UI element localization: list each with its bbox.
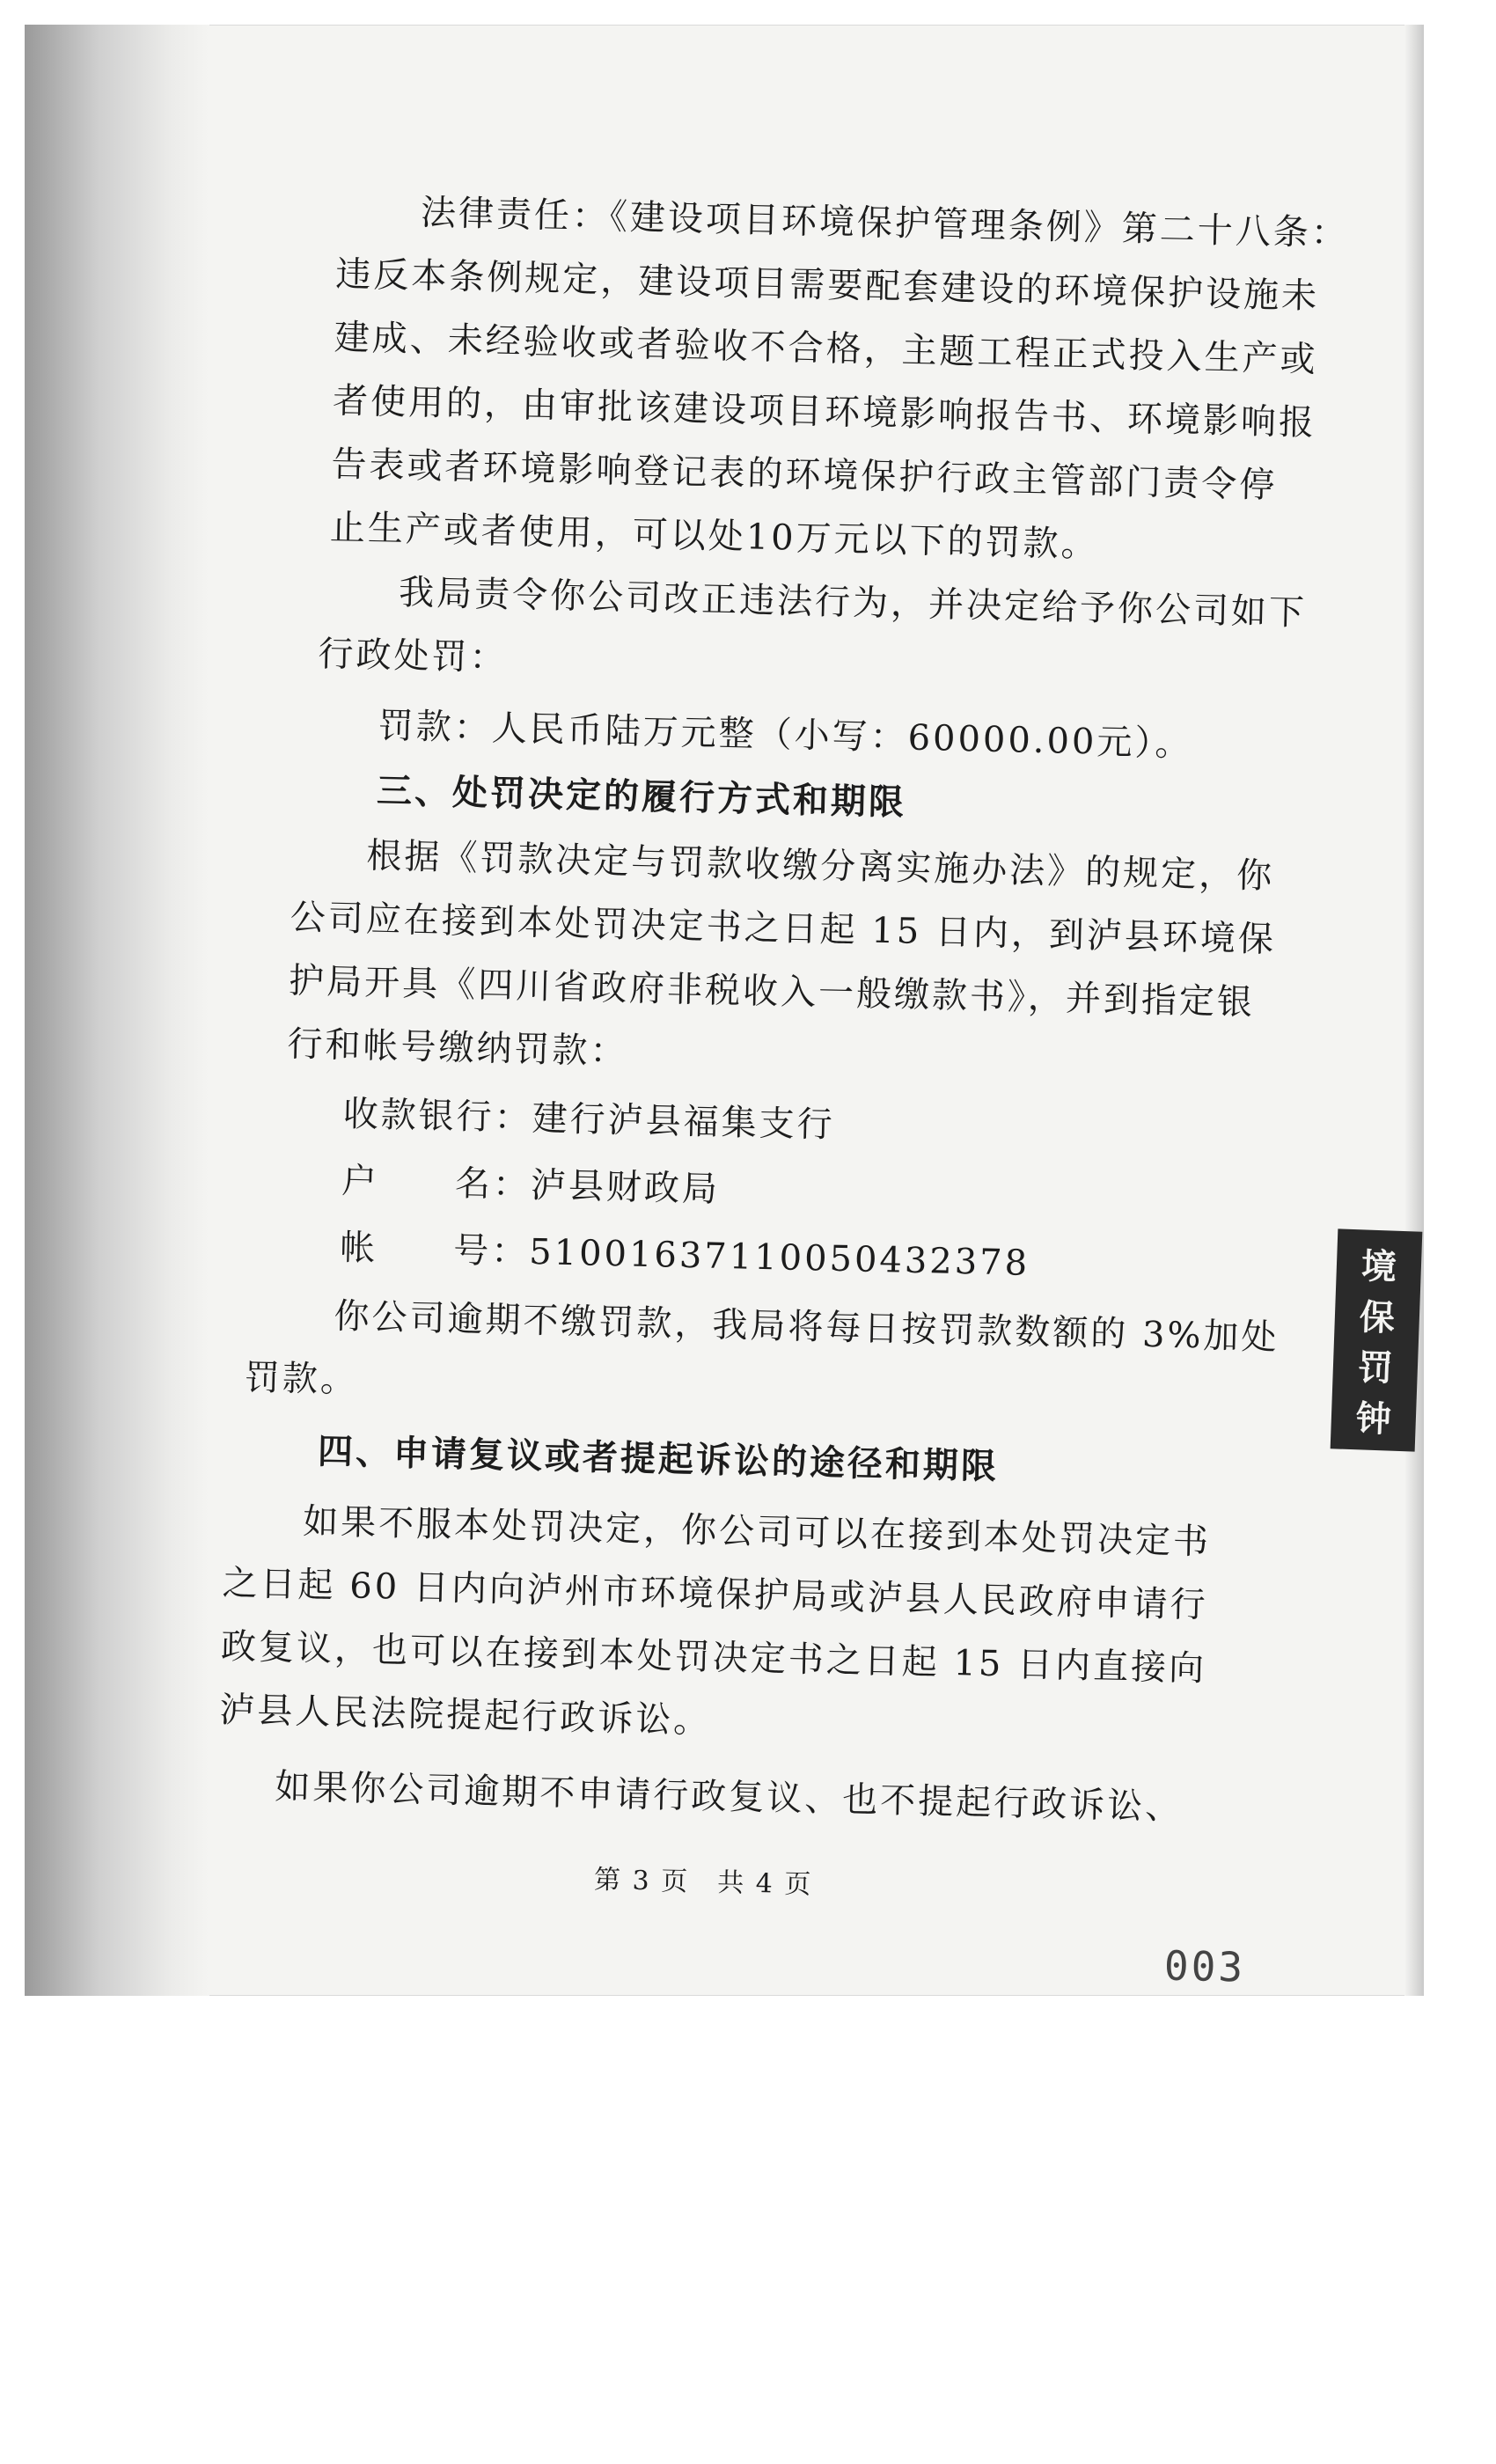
- seal-stamp: [1331, 1228, 1423, 1451]
- account-number: 帐 号：51001637110050432378: [339, 1228, 1030, 1284]
- document-body: [25, 25, 1424, 1996]
- seal-char: 境: [1360, 1246, 1397, 1288]
- text-line: 泸县人民法院提起行政诉讼。: [218, 1690, 712, 1742]
- text-line: 罚款。: [244, 1357, 359, 1401]
- page-stamp-number: 003: [1163, 1941, 1246, 1991]
- text-line: 根据《罚款决定与罚款收缴分离实施办法》的规定，你: [365, 835, 1275, 898]
- bank-name: 收款银行：建行泸县福集支行: [342, 1094, 836, 1146]
- text-line: 之日起 60 日内向泸州市环境保护局或泸县人民政府申请行: [222, 1563, 1209, 1626]
- account-holder: 户 名：泸县财政局: [341, 1161, 721, 1210]
- text-line: 告表或者环境影响登记表的环境保护行政主管部门责令停: [330, 444, 1278, 506]
- text-line: 你公司逾期不缴罚款，我局将每日按罚款数额的 3%加处: [334, 1295, 1280, 1359]
- seal-char: 罚: [1357, 1347, 1394, 1390]
- text-line: 法律责任：《建设项目环境保护管理条例》第二十八条：: [420, 192, 1350, 254]
- text-line: 公司应在接到本处罚决定书之日起 15 日内，到泸县环境保: [290, 897, 1277, 961]
- text-line: 政复议，也可以在接到本处罚决定书之日起 15 日内直接向: [220, 1626, 1207, 1690]
- text-line: 行政处罚：: [318, 634, 509, 679]
- text-line: 护局开具《四川省政府非税收入一般缴款书》，并到指定银: [288, 960, 1256, 1023]
- seal-char: 钟: [1355, 1398, 1392, 1441]
- section-heading-4: 四、申请复议或者提起诉讼的途径和期限: [317, 1430, 1000, 1488]
- text-line: 建成、未经验收或者验收不合格，主题工程正式投入生产或: [334, 317, 1319, 380]
- text-line: 违反本条例规定，建设项目需要配套建设的环境保护设施未: [334, 253, 1320, 318]
- page-number: 第 3 页 共 4 页: [593, 1864, 813, 1901]
- text-line: 如果不服本处罚决定，你公司可以在接到本处罚决定书: [302, 1501, 1212, 1563]
- scanned-page: [25, 25, 1424, 1996]
- text-line: 止生产或者使用，可以处10万元以下的罚款。: [329, 507, 1100, 566]
- text-line: 行和帐号缴纳罚款：: [287, 1023, 628, 1073]
- fine-amount: 罚款：人民币陆万元整（小写：60000.00元）。: [378, 705, 1193, 765]
- section-heading-3: 三、处罚决定的履行方式和期限: [376, 769, 907, 824]
- text-line: 我局责令你公司改正违法行为，并决定给予你公司如下: [398, 572, 1308, 634]
- text-line: 者使用的，由审批该建设项目环境影响报告书、环境影响报: [332, 380, 1317, 444]
- seal-char: 保: [1359, 1297, 1396, 1339]
- text-line: 如果你公司逾期不申请行政复议、也不提起行政诉讼、: [274, 1766, 1184, 1828]
